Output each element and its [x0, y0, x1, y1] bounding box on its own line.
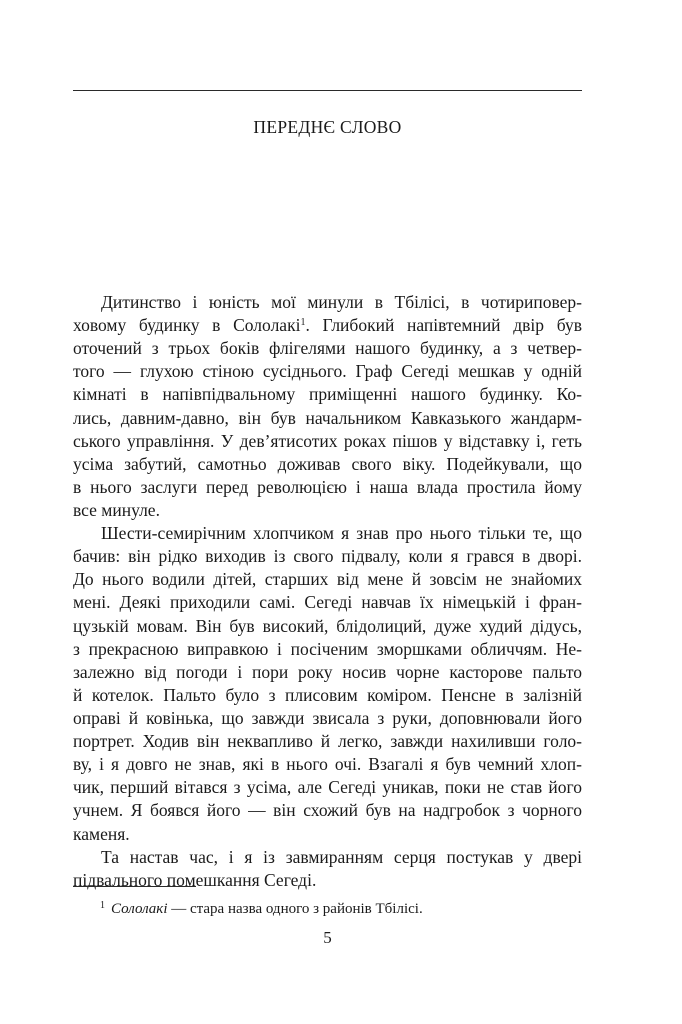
text-line: чик, перший вітався з усіма, але Сегеді уникав, поки не став його: [73, 777, 582, 798]
text-line: все минуле.: [73, 499, 160, 520]
text-line: ву, і я довго не знав, які в нього очі. Взагалі я був чемний хлоп-: [73, 754, 582, 775]
text-line: усіма забутий, самотньо доживав свого віку. Подейкували, що: [73, 453, 582, 474]
text-line: лись, давним-давно, він був начальником Кавказького жандарм-: [73, 407, 582, 428]
body-text: [73, 291, 582, 892]
text-line: учнем. Я боявся його — він схожий був на надгробок з чорного: [73, 800, 582, 821]
text-fragment: ховому будинку в Сололакі: [73, 315, 301, 336]
text-line: цузькій мовам. Він був високий, блідолиций, дуже худий дідусь,: [73, 615, 582, 636]
footnote-mark: 1: [100, 900, 105, 911]
text-line: мені. Деякі приходили самі. Сегеді навчав їх німецькій і фран-: [73, 592, 582, 613]
text-line: Та настав час, і я із завмиранням серця постукав у двері: [101, 846, 582, 867]
text-line: каменя.: [73, 823, 130, 844]
text-line: Дитинство і юність мої минули в Тбілісі, в чотириповер-: [101, 292, 582, 312]
text-line: оправі й ковінька, що завжди звисала з руки, доповнювали його: [73, 707, 582, 728]
chapter-title: ПЕРЕДНЄ СЛОВО: [253, 117, 402, 137]
text-line: До нього водили дітей, старших від мене й зовсім не знайомих: [73, 569, 582, 590]
text-line: з прекрасною виправкою і посіченим зморшками обличчям. Не-: [73, 638, 582, 659]
text-line: Шести-семирічним хлопчиком я знав про нього тільки те, що: [101, 523, 582, 544]
paragraph-2: [73, 522, 582, 846]
text-line: кімнаті в напівпідвальному приміщенні нашого будинку. Ко-: [73, 384, 582, 405]
text-line: залежно від погоди і пори року носив чорне касторове пальто: [73, 661, 582, 682]
footnote-rule: [73, 886, 196, 887]
text-line: того — глухою стіною сусіднього. Граф Сегеді мешкав у одній: [73, 361, 582, 382]
text-line: ського управління. У дев’ятисотих роках пішов у відставку і, геть: [73, 430, 582, 451]
footnote-reference: 1: [300, 317, 306, 329]
paragraph-1: [73, 291, 582, 522]
footnote-text: — стара назва одного з районів Тбілісі.: [167, 901, 423, 917]
text-line: в нього заслуги перед революцією і наша влада простила йому: [73, 476, 582, 497]
text-line: [73, 314, 582, 337]
text-line: бачив: він рідко виходив із свого підвалу, коли я грався в дворі.: [73, 546, 582, 567]
page-number: 5: [323, 928, 332, 947]
text-fragment: . Глибокий напівтемний двір був: [305, 315, 582, 336]
text-line: й котелок. Пальто було з плисовим коміром. Пенсне в залізній: [73, 684, 582, 705]
text-line: портрет. Ходив він неквапливо й легко, завжди нахиливши голо-: [73, 731, 582, 752]
text-line: оточений з трьох боків флігелями нашого будинку, а з четвер-: [73, 338, 582, 359]
text-line: підвального помешкання Сегеді.: [73, 869, 317, 890]
footnote-term: Сололакі: [111, 901, 168, 917]
header-rule: [73, 90, 582, 91]
footnote: [100, 895, 423, 920]
paragraph-3: [73, 846, 582, 892]
